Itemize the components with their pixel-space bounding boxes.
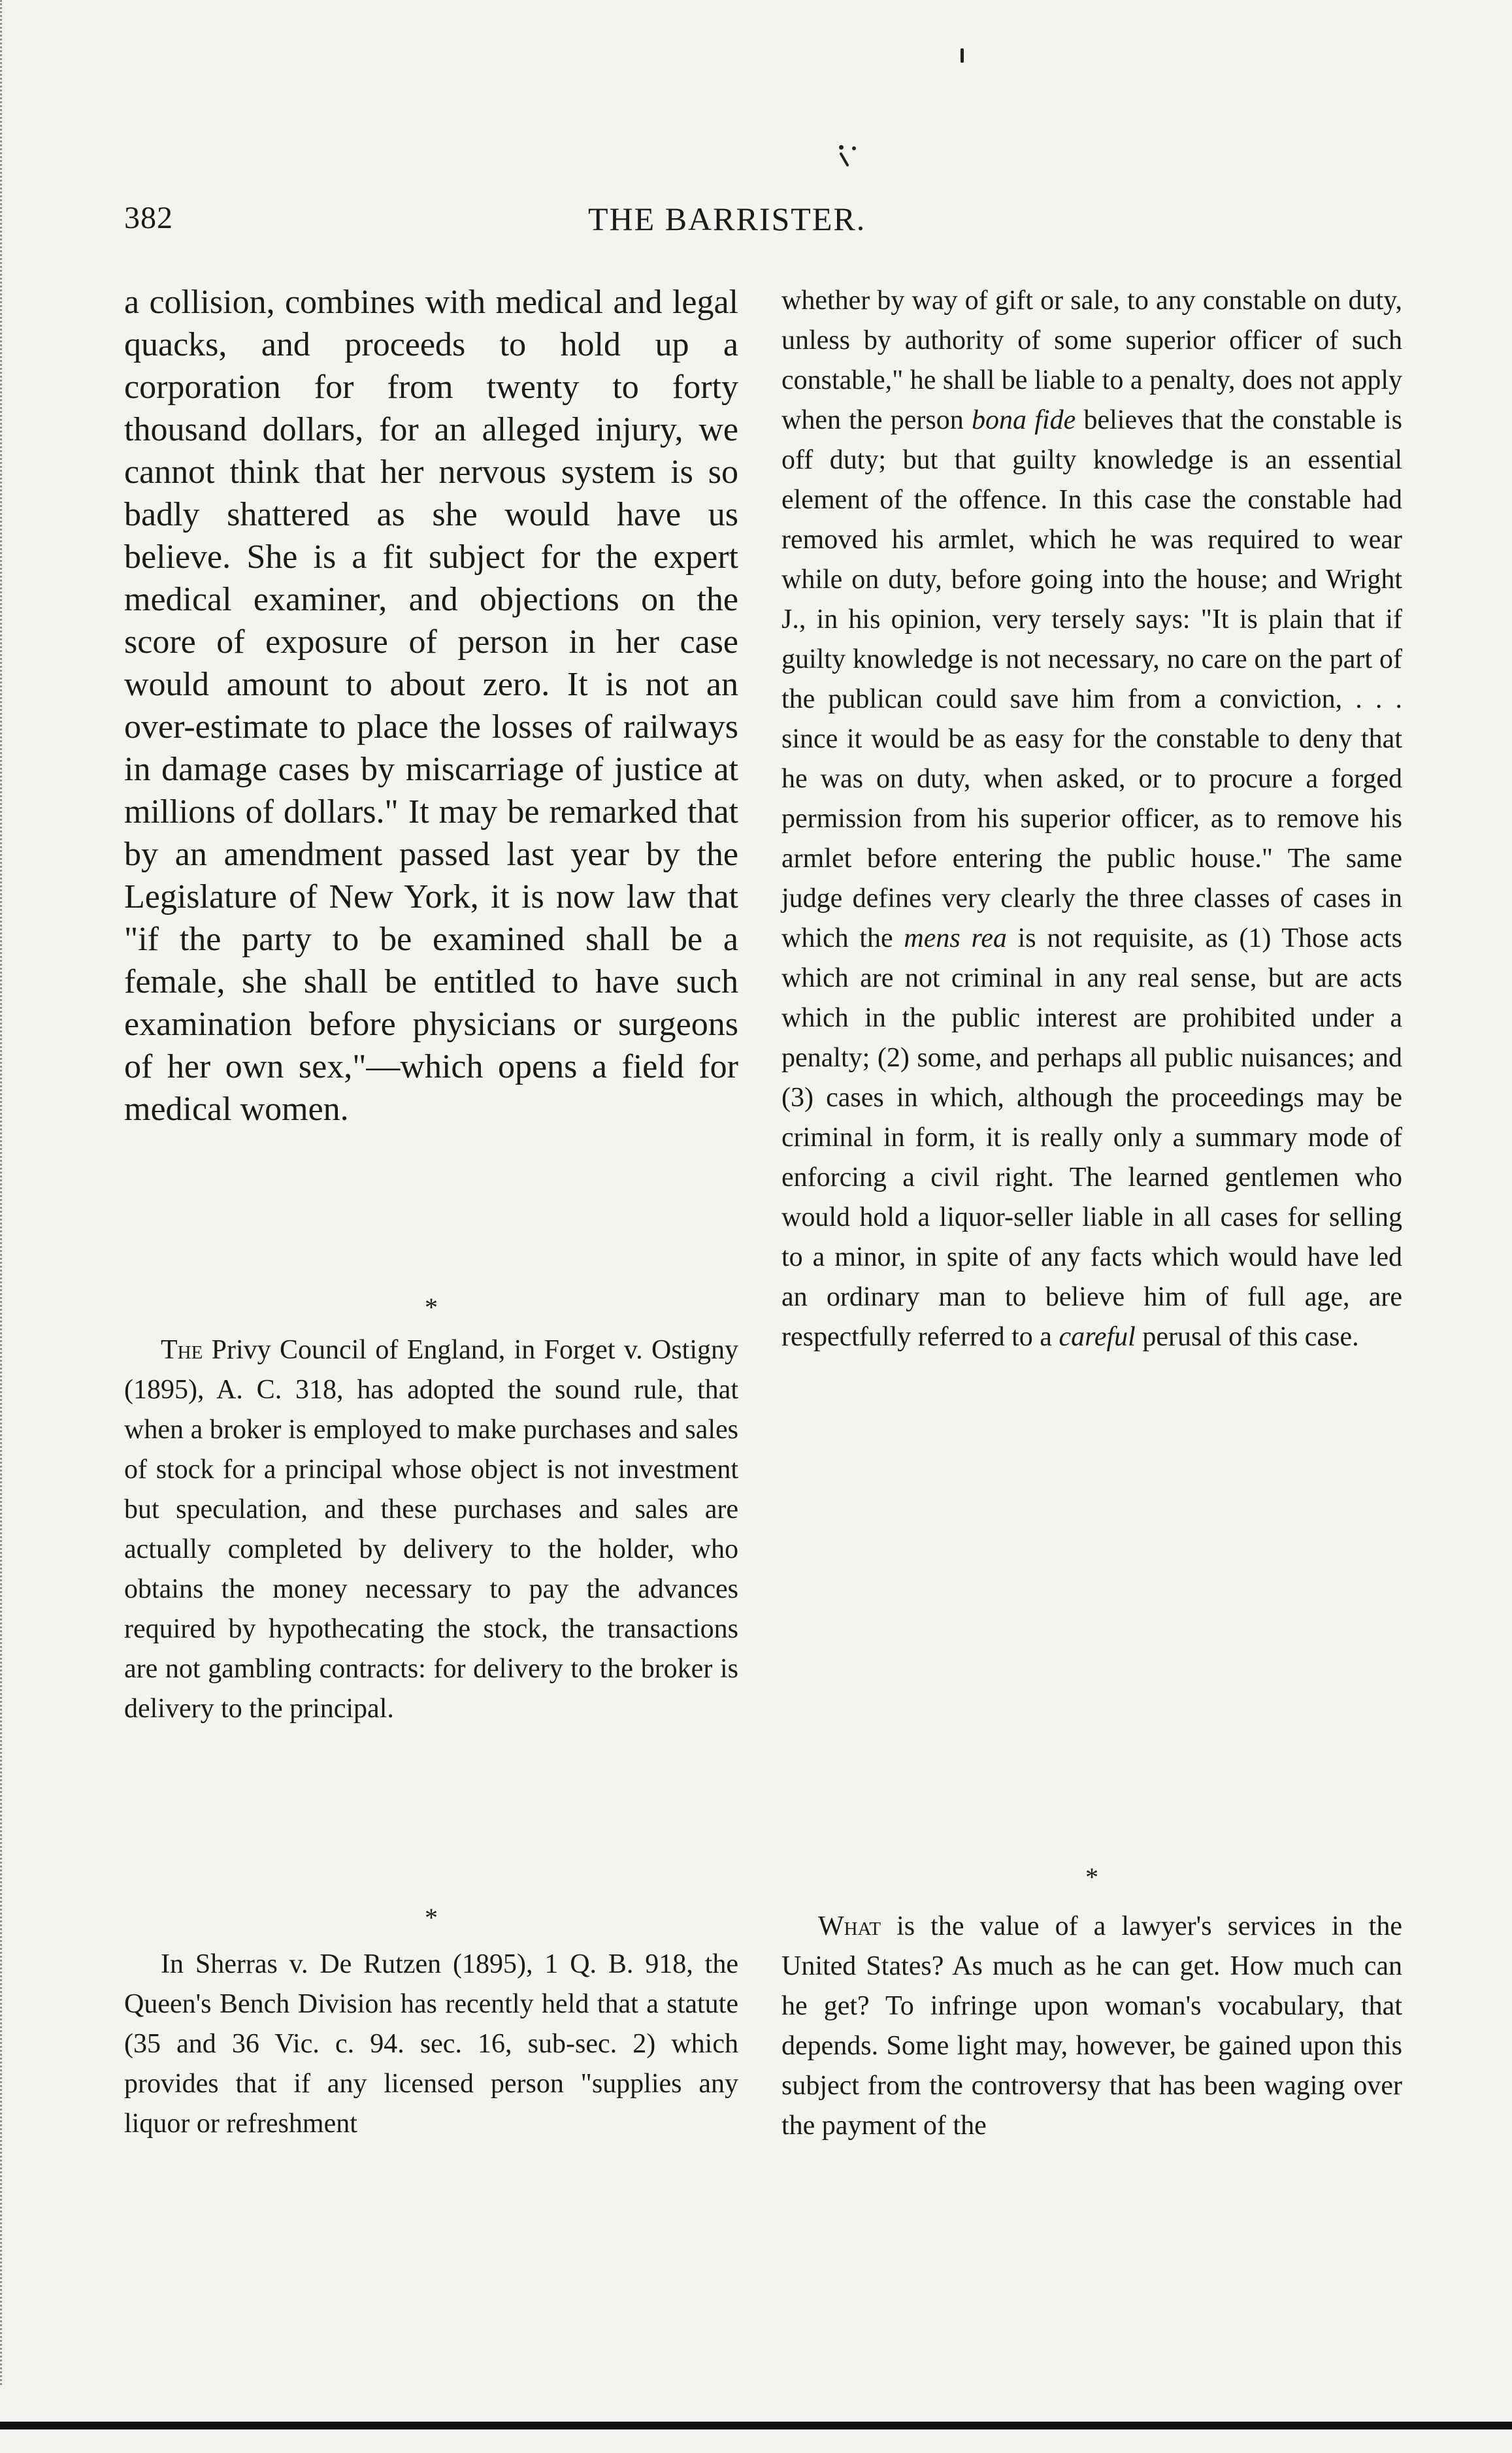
right-column <box>781 281 1402 2146</box>
ink-speck <box>839 145 844 150</box>
paragraph-body: perusal of this case. <box>1135 1322 1359 1352</box>
separator-asterisk: * <box>1085 1862 1098 1892</box>
lead-word: The <box>161 1335 203 1365</box>
italic-term: mens rea <box>904 923 1007 953</box>
page-header <box>124 200 1405 246</box>
paragraph-body: is not requisite, as (1) Those acts which are not criminal in any real sense, but are acts which in the public interest are prohibited under a penalty; (2) some, and perhaps all public nuisances; and (3) cases in which, although the proceedings may be criminal in form, it is really only a summary mode of enforcing a civil right. The learned gentlemen who would hold a liquor-seller liable in all cases for selling to a minor, in spite of any facts which would have led an ordinary man to believe him of full age, are respectfully referred to a <box>781 923 1402 1352</box>
running-title: THE BARRISTER. <box>588 201 866 237</box>
right-paragraph-1 <box>781 281 1402 1856</box>
italic-term: careful <box>1059 1322 1136 1352</box>
left-paragraph-1: a collision, combines with medical and legal quacks, and proceeds to hold up a corporation for from twenty to forty thousand dollars, for an alleged injury, we cannot think that her nervous system is so badly shattered as she would have us believe. She is a fit subject for the expert medical examiner, and objections on the score of exposure of person in her case would amount to about zero. It is not an over-estimate to place the losses of railways in damage cases by miscarriage of justice at millions of dollars." It may be remarked that by an amendment passed last year by the Legislature of New York, it is now law that "if the party to be examined shall be a female, she shall be entitled to have such examination before physicians or surgeons of her own sex,"—which opens a field for medical women. <box>124 284 738 1128</box>
binding-edge <box>0 0 22 2385</box>
bottom-edge-rule <box>0 2422 1512 2429</box>
left-paragraph-3: In Sherras v. De Rutzen (1895), 1 Q. B. 918, the Queen's Bench Division has recently held that a statute (35 and 36 Vic. c. 94. sec. 16, sub-sec. 2) which provides that if any licensed person "supplies any liquor or refreshment <box>124 1949 738 2139</box>
paragraph-body: is the value of a lawyer's services in the United States? As much as he can get. How much can he get? To infringe upon woman's vocabulary, that depends. Some light may, however, be gained upon this subject from the controversy that has been waging over the payment of the <box>781 1911 1402 2141</box>
separator-asterisk: * <box>425 1903 438 1932</box>
right-paragraph-2 <box>781 1907 1402 2146</box>
ink-speck <box>839 152 849 167</box>
left-paragraph-2 <box>124 1330 738 1899</box>
lead-word: What <box>818 1911 881 1941</box>
separator-asterisk: * <box>425 1292 438 1322</box>
left-column <box>124 281 738 2144</box>
paragraph-body: whether by way of gift or sale, to any constable on duty, unless by authority of some superior officer of such constable," he shall be liable to a penalty, does not apply when the person <box>781 286 1402 435</box>
italic-term: bona fide <box>972 405 1076 435</box>
page-number: 382 <box>124 201 173 235</box>
ink-speck <box>852 146 856 150</box>
paragraph-body: believes that the constable is off duty; but that guilty knowledge is an essential element of the offence. In this case the constable had removed his armlet, which he was required to wear while on duty, before going into the house; and Wright J., in his opinion, very tersely says: "It is plain that if guilty knowledge is not necessary, no care on the part of the publican could save him from a conviction, . . . since it would be as easy for the constable to deny that he was on duty, when asked, or to procure a forged permission from his superior officer, as to remove his armlet before entering the public house." The same judge defines very clearly the three classes of cases in which the <box>781 405 1402 953</box>
paragraph-body: Privy Council of England, in Forget v. Ostigny (1895), A. C. 318, has adopted the sound rule, that when a broker is employed to make purchases and sales of stock for a principal whose object is not investment but speculation, and these purchases and sales are actually completed by delivery to the holder, who obtains the money necessary to pay the advances required by hypothecating the stock, the transactions are not gambling contracts: for delivery to the broker is delivery to the principal. <box>124 1335 738 1724</box>
ink-speck <box>961 48 964 63</box>
